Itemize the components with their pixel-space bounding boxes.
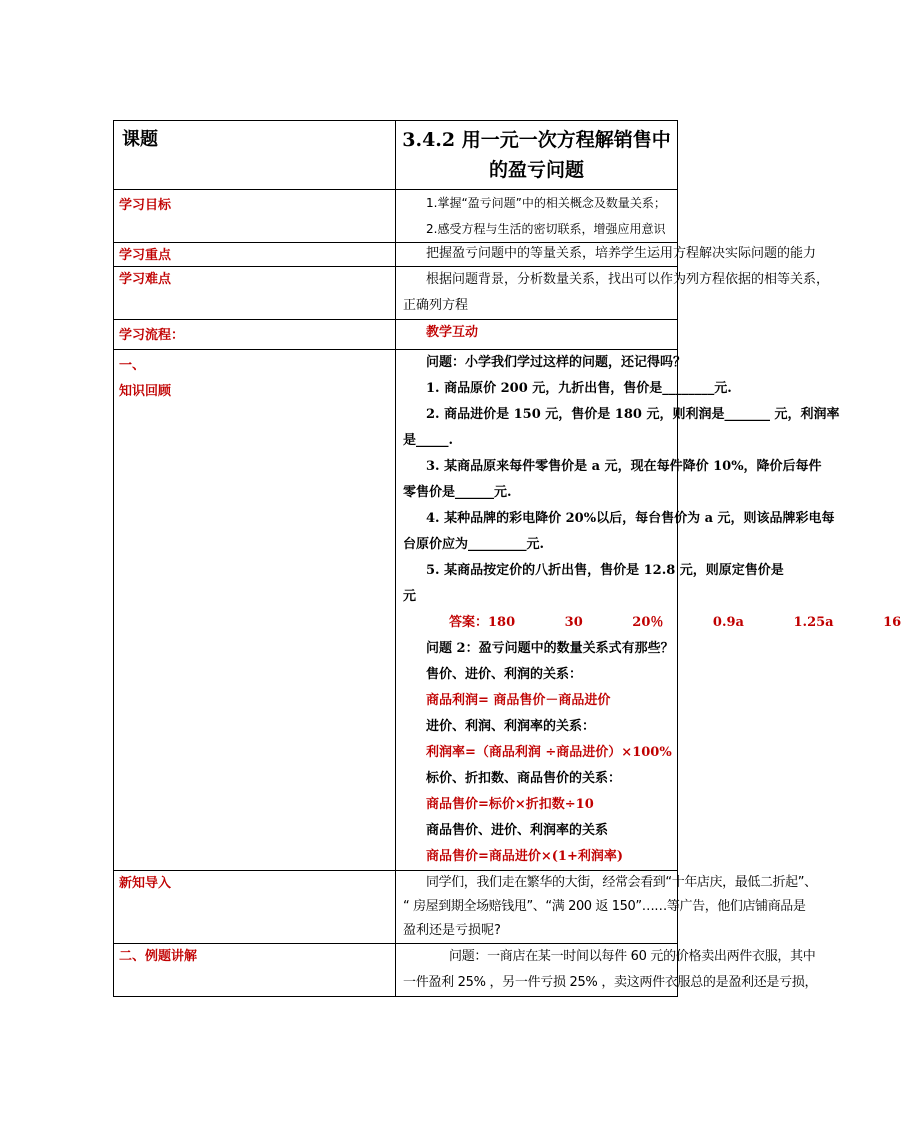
- answer-item: 20％: [632, 615, 664, 630]
- relation-1-formula: 商品利润= 商品售价－商品进价: [426, 693, 611, 708]
- answers-line: [403, 610, 902, 636]
- review-question-3b: 零售价是______元.: [403, 485, 512, 500]
- example-text-1: 问题：一商店在某一时间以每件 60 元的价格卖出两件衣服，其中: [449, 949, 816, 964]
- intro-text-2: “ 房屋到期全场赔钱甩”、“满 200 返 150”……等广告，他们店铺商品是: [403, 899, 806, 914]
- goal-item: 1.掌握“盈亏问题”中的相关概念及数量关系；: [426, 196, 666, 210]
- answer-item: 1.25a: [793, 615, 834, 630]
- review-label-number: 一、: [119, 358, 146, 373]
- lesson-title: 3.4.2 用一元一次方程解销售中的盈亏问题: [396, 121, 678, 190]
- review-row: [114, 350, 678, 871]
- flow-row: [114, 320, 678, 350]
- review-question-4a: 4. 某种品牌的彩电降价 20%以后，每台售价为 a 元，则该品牌彩电每: [426, 511, 835, 526]
- review-label-text: 知识回顾: [119, 384, 172, 399]
- difficulty-row: [114, 267, 678, 320]
- relation-4-formula: 商品售价=商品进价×(1+利润率): [426, 849, 624, 864]
- key-point-text: 把握盈亏问题中的等量关系，培养学生运用方程解决实际问题的能力: [426, 246, 817, 261]
- answer-item: 16: [883, 615, 902, 630]
- example-row: [114, 944, 678, 997]
- goals-row: [114, 190, 678, 243]
- intro-text-3: 盈利还是亏损呢?: [403, 923, 501, 938]
- question-2-title: 问题 2：盈亏问题中的数量关系式有那些？: [426, 641, 674, 656]
- review-question-3a: 3. 某商品原来每件零售价是 a 元，现在每件降价 10%，降价后每件: [426, 459, 822, 474]
- answer-item: 30: [564, 615, 583, 630]
- example-text-2: 一件盈利 25% ，另一件亏损 25% ，卖这两件衣服总的是盈利还是亏损，: [403, 975, 818, 990]
- answer-item: 0.9a: [712, 615, 744, 630]
- answer-label: 答案：180: [449, 615, 516, 630]
- intro-text-1: 同学们，我们走在繁华的大街，经常会看到“十年店庆，最低二折起”、: [426, 875, 817, 890]
- review-question-4b: 台原价应为_________元.: [403, 537, 545, 552]
- key-point-label: 学习重点: [114, 243, 396, 267]
- lesson-plan-table: [113, 120, 902, 997]
- review-question-5a: 5. 某商品按定价的八折出售，售价是 12.8 元，则原定售价是: [426, 563, 784, 578]
- relation-1-title: 售价、进价、利润的关系：: [426, 667, 583, 682]
- relation-2-formula: 利润率=（商品利润 ÷商品进价）×100%: [426, 745, 672, 760]
- review-question-2a: 2. 商品进价是 150 元，售价是 180 元，则利润是_______ 元，利润率: [426, 407, 840, 422]
- key-point-row: [114, 243, 678, 267]
- flow-label: 学习流程：: [114, 320, 396, 350]
- topic-label: 课题: [114, 121, 396, 190]
- goals-label: 学习目标: [114, 190, 396, 243]
- relation-3-formula: 商品售价=标价×折扣数÷10: [426, 797, 594, 812]
- goal-item: 2.感受方程与生活的密切联系，增强应用意识: [426, 222, 666, 236]
- difficulty-text-1: 根据问题背景，分析数量关系，找出可以作为列方程依据的相等关系，: [426, 272, 830, 287]
- difficulty-label: 学习难点: [114, 267, 396, 320]
- relation-3-title: 标价、折扣数、商品售价的关系：: [426, 771, 622, 786]
- review-label: [114, 350, 396, 871]
- flow-value: 教学互动: [426, 325, 479, 340]
- difficulty-text-2: 正确列方程: [403, 298, 469, 313]
- intro-content: [396, 871, 817, 944]
- header-row: [114, 121, 678, 190]
- difficulty-content: [396, 267, 830, 320]
- intro-label: 新知导入: [114, 871, 396, 944]
- example-label: 二、例题讲解: [114, 944, 396, 997]
- flow-content: [396, 320, 678, 350]
- review-question-1: 1. 商品原价 200 元，九折出售，售价是________元.: [426, 381, 732, 396]
- review-intro: 问题：小学我们学过这样的问题，还记得吗？: [426, 355, 687, 370]
- goals-content: [396, 190, 678, 243]
- relation-4-title: 商品售价、进价、利润率的关系: [426, 823, 609, 838]
- review-question-5b: 元: [403, 589, 417, 604]
- review-question-2b: 是_____.: [403, 433, 454, 448]
- relation-2-title: 进价、利润、利润率的关系：: [426, 719, 596, 734]
- review-content: [396, 350, 902, 871]
- example-content: [396, 944, 818, 997]
- intro-row: [114, 871, 678, 944]
- key-point-content: [396, 243, 817, 267]
